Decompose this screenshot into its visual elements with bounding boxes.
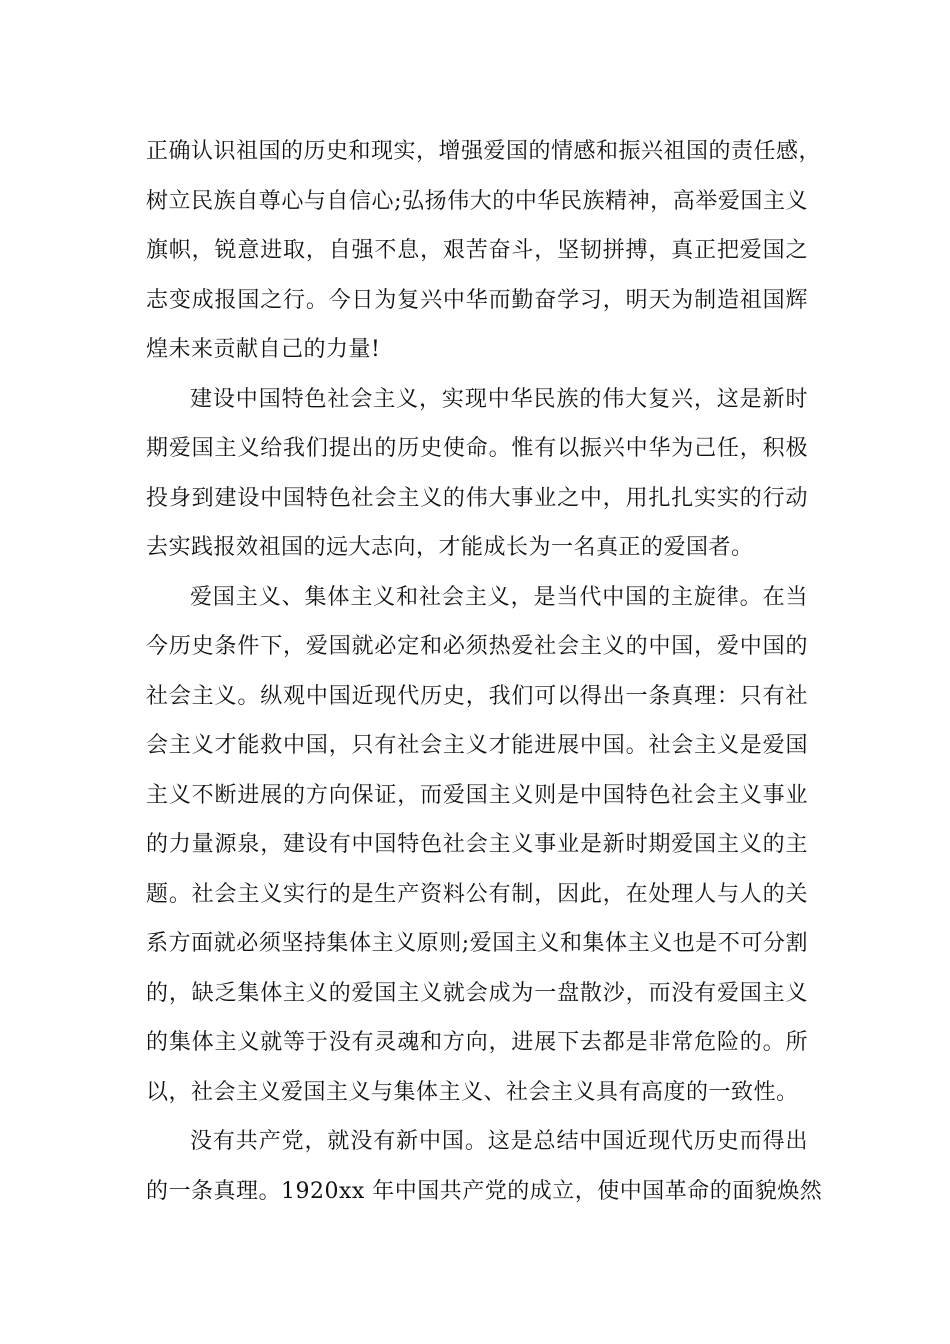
text-line: 正确认识祖国的历史和现实，增强爱国的情感和振兴祖国的责任感， <box>146 139 822 164</box>
text-line: 的集体主义就等于没有灵魂和方向，进展下去都是非常危险的。所 <box>146 1030 808 1055</box>
text-line: 主义不断进展的方向保证，而爱国主义则是中国特色社会主义事业 <box>146 782 808 808</box>
text-line: 去实践报效祖国的远大志向，才能成长为一名真正的爱国者。 <box>146 535 754 560</box>
text-line: 投身到建设中国特色社会主义的伟大事业之中，用扎扎实实的行动 <box>146 485 808 511</box>
paragraph-first-line: 爱国主义、集体主义和社会主义，是当代中国的主旋律。在当 <box>190 584 808 610</box>
text-line: 会主义才能救中国，只有社会主义才能进展中国。社会主义是爱国 <box>146 733 808 758</box>
document-body <box>146 127 823 1216</box>
text-line: 的，缺乏集体主义的爱国主义就会成为一盘散沙，而没有爱国主义 <box>146 980 808 1006</box>
text-line: 煌未来贡献自己的力量! <box>146 337 381 362</box>
text-line: 的力量源泉，建设有中国特色社会主义事业是新时期爱国主义的主 <box>146 832 808 857</box>
text-line: 树立民族自尊心与自信心;弘扬伟大的中华民族精神，高举爱国主义 <box>146 188 808 214</box>
text-line: 系方面就必须坚持集体主义原则;爱国主义和集体主义也是不可分割 <box>146 931 808 956</box>
text-line: 期爱国主义给我们提出的历史使命。惟有以振兴中华为己任，积极 <box>146 436 808 461</box>
paragraph-first-line: 没有共产党，就没有新中国。这是总结中国近现代历史而得出 <box>190 1129 808 1154</box>
text-line: 以，社会主义爱国主义与集体主义、社会主义具有高度的一致性。 <box>146 1079 799 1105</box>
text-line: 今历史条件下，爱国就必定和必须热爱社会主义的中国，爱中国的 <box>146 634 808 659</box>
text-line: 题。社会主义实行的是生产资料公有制，因此，在处理人与人的关 <box>146 881 808 907</box>
text-line: 志变成报国之行。今日为复兴中华而勤奋学习，明天为制造祖国辉 <box>146 287 808 313</box>
text-line: 社会主义。纵观中国近现代历史，我们可以得出一条真理：只有社 <box>146 683 808 709</box>
text-line: 的一条真理。1920xx 年中国共产党的成立，使中国革命的面貌焕然 <box>146 1178 823 1204</box>
paragraph-first-line: 建设中国特色社会主义，实现中华民族的伟大复兴，这是新时 <box>190 386 808 412</box>
text-line: 旗帜，锐意进取，自强不息，艰苦奋斗，坚韧拼搏，真正把爱国之 <box>146 238 808 263</box>
